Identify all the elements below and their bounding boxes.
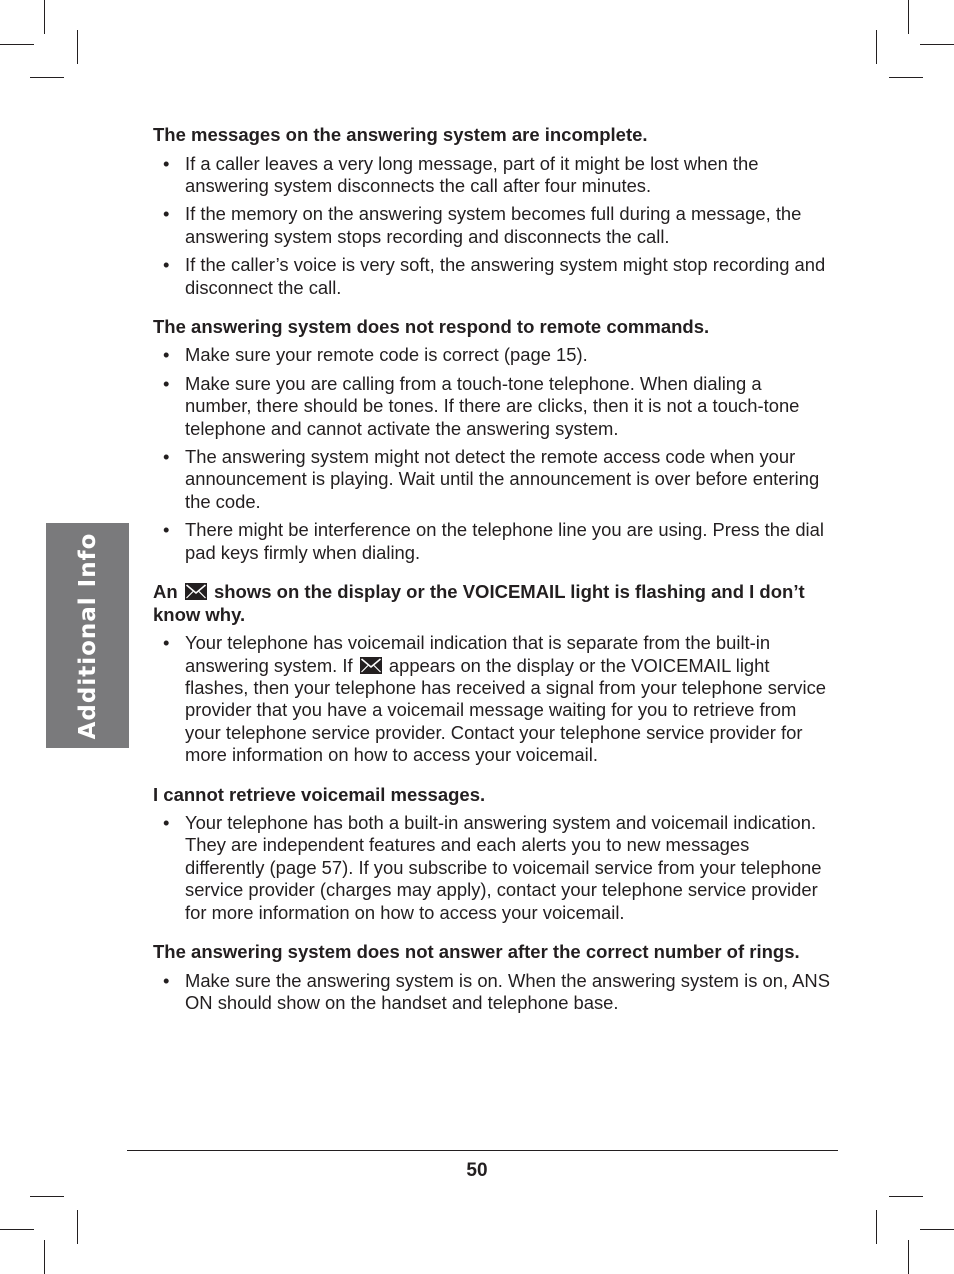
section-remote-commands: [153, 316, 833, 564]
footer-rule: [127, 1150, 838, 1151]
section-retrieve-voicemail: [153, 784, 833, 925]
heading-text-post: shows on the display or the VOICEMAIL light is flashing and I don’t know why.: [153, 581, 805, 625]
section-heading: I cannot retrieve voicemail messages.: [153, 783, 486, 805]
list-item: • Your telephone has both a built-in answering system and voicemail indication. They are independent features and each alerts you to new messages differently (page 57). If you subscribe to voicemail service from your telephone service provider (charges may apply), contact your telephone service provider for more information on how to access your voicemail.: [153, 812, 833, 924]
bullet-list: [153, 970, 833, 1015]
list-item: • If the memory on the answering system becomes full during a message, the answering system stops recording and disconnects the call.: [153, 203, 833, 248]
bullet-list: [153, 632, 833, 766]
section-incomplete-messages: [153, 124, 833, 299]
troubleshooting-content: [153, 124, 833, 1031]
section-heading: [153, 581, 833, 626]
side-tab: [46, 523, 129, 748]
list-item: [153, 632, 833, 766]
heading-text-pre: An: [153, 581, 178, 603]
section-heading: The answering system does not answer after the correct number of rings.: [153, 941, 800, 963]
bullet-list: [153, 344, 833, 564]
section-heading: The messages on the answering system are incomplete.: [153, 124, 648, 145]
list-item: • There might be interference on the telephone line you are using. Press the dial pad keys firmly when dialing.: [153, 519, 833, 564]
page-number: 50: [466, 1160, 488, 1181]
list-item: • If the caller’s voice is very soft, the answering system might stop recording and disconnect the call.: [153, 254, 833, 299]
voicemail-envelope-icon: [185, 583, 207, 600]
section-voicemail-light: [153, 581, 833, 766]
list-item: • The answering system might not detect the remote access code when your announcement is playing. Wait until the announcement is over before entering the code.: [153, 446, 833, 513]
voicemail-envelope-icon: [360, 657, 382, 674]
bullet-list: [153, 812, 833, 924]
bullet-list: [153, 153, 833, 299]
list-item: • Make sure you are calling from a touch-tone telephone. When dialing a number, there should be tones. If there are clicks, then it is not a touch-tone telephone and cannot activate the answering system.: [153, 373, 833, 440]
side-tab-label: Additional Info: [74, 532, 101, 739]
section-heading: The answering system does not respond to remote commands.: [153, 315, 710, 337]
section-does-not-answer: [153, 941, 833, 1014]
list-item: • If a caller leaves a very long message, part of it might be lost when the answering system disconnects the call after four minutes.: [153, 153, 833, 198]
list-item: • Make sure the answering system is on. When the answering system is on, ANS ON should show on the handset and telephone base.: [153, 970, 833, 1015]
list-item: • Make sure your remote code is correct (page 15).: [153, 344, 833, 366]
list-item-text-post: appears on the display or the VOICEMAIL light flashes, then your telephone has received a signal from your telephone service provider that you have a voicemail message waiting for you to retrieve from your telephone service provider. Contact your telephone service provider for more information on how to access your voicemail.: [185, 654, 826, 766]
list-item-text-pre: Your telephone has voicemail indication that is separate from the built-in answering system. If: [185, 632, 771, 676]
